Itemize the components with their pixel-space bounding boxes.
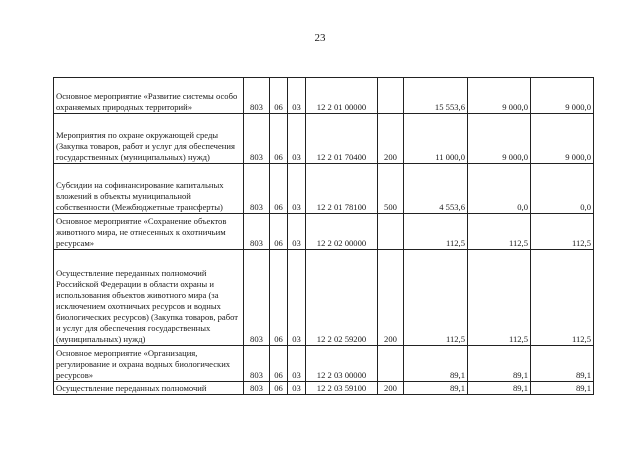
amount-year-2: 0,0 [468,164,531,214]
amount-year-1: 4 553,6 [404,164,468,214]
row-description: Основное мероприятие «Организация, регулирование и охрана водных биологических ресурсов» [54,346,244,382]
expense-type-code [378,346,404,382]
subsection-code: 03 [288,346,306,382]
amount-year-3: 112,5 [531,214,594,250]
table-row [54,382,594,395]
target-article-code: 12 2 02 59200 [306,250,378,346]
target-article-code: 12 2 03 59100 [306,382,378,395]
section-code: 06 [270,78,288,114]
expense-type-code: 200 [378,250,404,346]
ministry-code: 803 [244,382,270,395]
amount-year-2: 9 000,0 [468,114,531,164]
target-article-code: 12 2 01 78100 [306,164,378,214]
subsection-code: 03 [288,382,306,395]
amount-year-1: 112,5 [404,250,468,346]
amount-year-3: 89,1 [531,346,594,382]
amount-year-1: 11 000,0 [404,114,468,164]
row-description: Осуществление переданных полномочий [54,382,244,395]
table-row [54,114,594,164]
amount-year-3: 9 000,0 [531,114,594,164]
subsection-code: 03 [288,164,306,214]
amount-year-3: 9 000,0 [531,78,594,114]
target-article-code: 12 2 03 00000 [306,346,378,382]
subsection-code: 03 [288,250,306,346]
section-code: 06 [270,164,288,214]
row-description: Субсидии на софинансирование капитальных вложений в объекты муниципальной собственности (Межбюджетные трансферты) [54,164,244,214]
ministry-code: 803 [244,250,270,346]
table-row [54,214,594,250]
amount-year-2: 9 000,0 [468,78,531,114]
amount-year-3: 0,0 [531,164,594,214]
amount-year-2: 112,5 [468,214,531,250]
subsection-code: 03 [288,114,306,164]
ministry-code: 803 [244,164,270,214]
amount-year-1: 15 553,6 [404,78,468,114]
row-description: Основное мероприятие «Сохранение объектов животного мира, не отнесенных к охотничьим ресурсам» [54,214,244,250]
ministry-code: 803 [244,214,270,250]
section-code: 06 [270,214,288,250]
ministry-code: 803 [244,78,270,114]
table-row [54,78,594,114]
ministry-code: 803 [244,346,270,382]
section-code: 06 [270,382,288,395]
table-row [54,346,594,382]
row-description: Основное мероприятие «Развитие системы особо охраняемых природных территорий» [54,78,244,114]
target-article-code: 12 2 02 00000 [306,214,378,250]
row-description: Мероприятия по охране окружающей среды (Закупка товаров, работ и услуг для обеспечения государственных (муниципальных) нужд) [54,114,244,164]
subsection-code: 03 [288,78,306,114]
amount-year-3: 89,1 [531,382,594,395]
amount-year-2: 89,1 [468,382,531,395]
amount-year-1: 112,5 [404,214,468,250]
table-row [54,164,594,214]
expense-type-code: 500 [378,164,404,214]
expense-type-code: 200 [378,382,404,395]
target-article-code: 12 2 01 70400 [306,114,378,164]
amount-year-1: 89,1 [404,346,468,382]
page-number: 23 [314,32,326,44]
amount-year-1: 89,1 [404,382,468,395]
budget-table [53,77,594,395]
expense-type-code: 200 [378,114,404,164]
amount-year-2: 112,5 [468,250,531,346]
table-row [54,250,594,346]
expense-type-code [378,214,404,250]
row-description: Осуществление переданных полномочий Российской Федерации в области охраны и использования объектов животного мира (за исключением охотничьих ресурсов и водных биологических ресурсов) (Закупка товаров, работ и услуг для обеспечения государственных (муниципальных) нужд) [54,250,244,346]
section-code: 06 [270,114,288,164]
target-article-code: 12 2 01 00000 [306,78,378,114]
amount-year-3: 112,5 [531,250,594,346]
subsection-code: 03 [288,214,306,250]
section-code: 06 [270,250,288,346]
section-code: 06 [270,346,288,382]
ministry-code: 803 [244,114,270,164]
amount-year-2: 89,1 [468,346,531,382]
expense-type-code [378,78,404,114]
